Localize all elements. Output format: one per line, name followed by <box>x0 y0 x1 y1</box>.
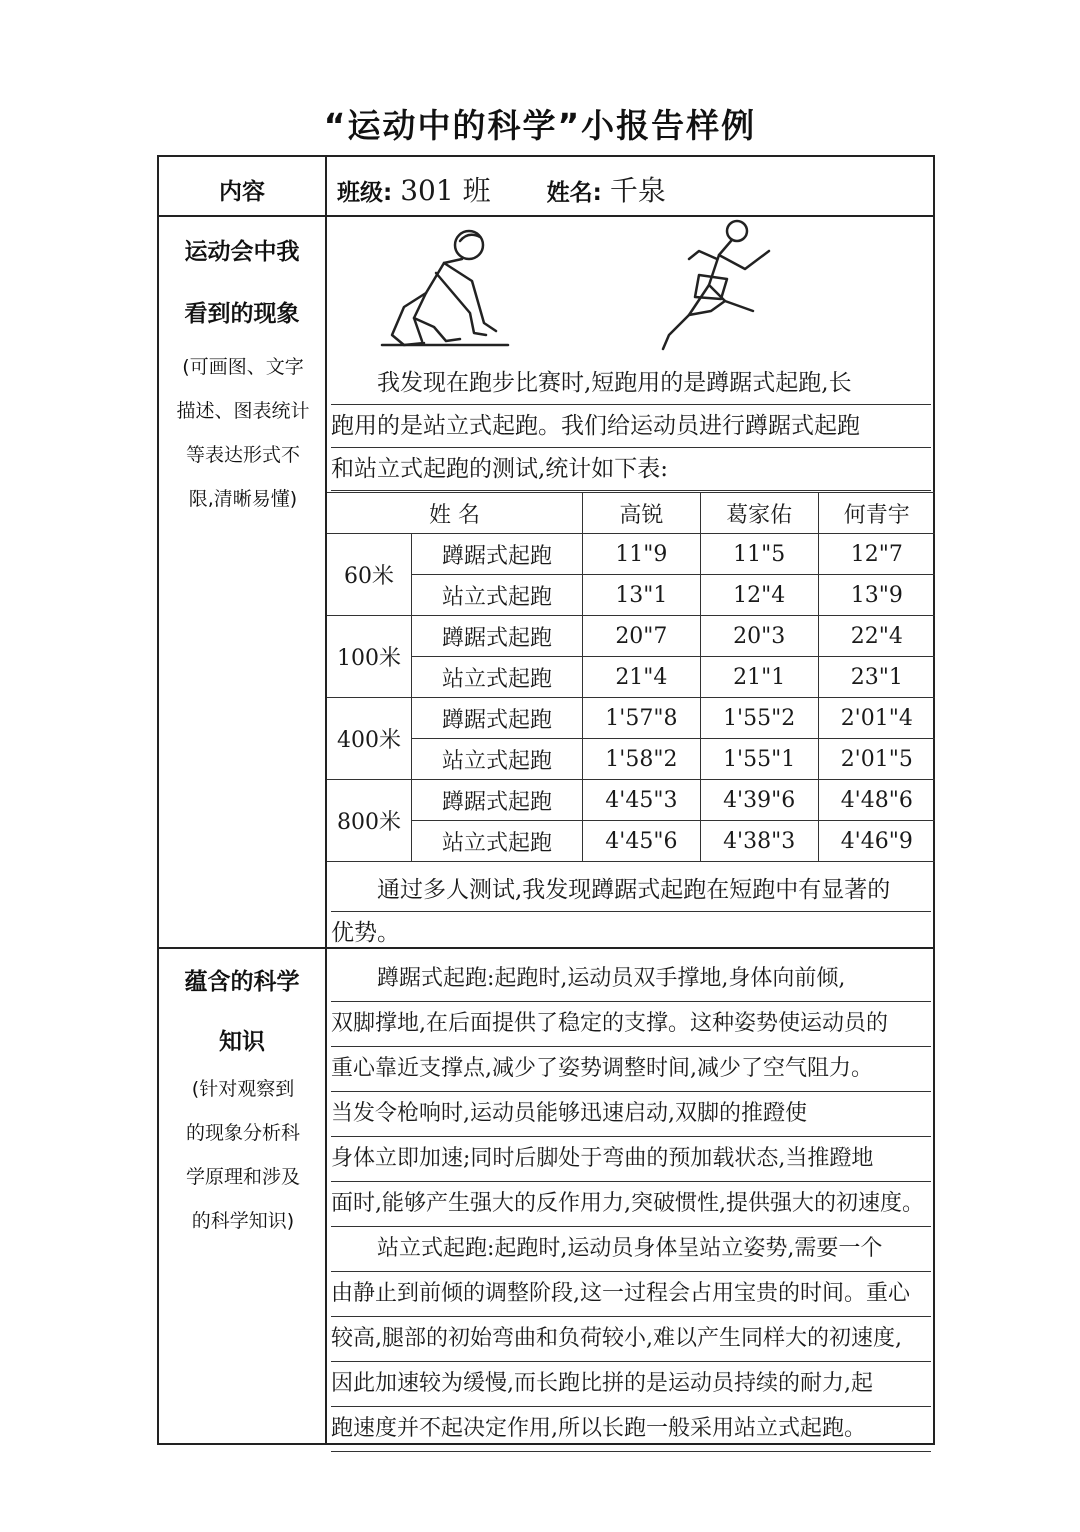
student-info <box>337 169 666 209</box>
section2-title-line1: 蕴含的科学 <box>184 969 300 995</box>
time-cell: 1'58"2 <box>583 739 701 780</box>
start-type-cell: 站立式起跑 <box>412 575 583 616</box>
table-row <box>327 616 935 657</box>
science-explanation: 蹲踞式起跑:起跑时,运动员双手撑地,身体向前倾, 双脚撑地,在后面提供了稳定的支撑。这种姿势使运动员的 重心靠近支撑点,减少了姿势调整时间,减少了空气阻力。 当发令枪响时,运动员能够迅速启动,双脚的推蹬使 身体立即加速;同时后脚处于弯曲的预加载状态,当推蹬地 面时,能够产生强大的反作用力,突破惯性,提供强大的初速度。 站立式起跑:起跑时,运动员身体呈站立姿势,需要一个 由静止到前倾的调整阶段,这一过程会占用宝贵的时间。重心 较高,腿部的初始弯曲和负荷较小,难以产生同样大的初速度, 因此加速较为缓慢,而长跑比拼的是运动员持续的耐力,起 跑速度并不起决定作用,所以长跑一般采用站立式起跑。 <box>331 957 931 1452</box>
time-cell: 22"4 <box>818 616 935 657</box>
class-label: 班级: <box>337 180 393 206</box>
section2-hint: (针对观察到 的现象分析科 学原理和涉及 的科学知识) <box>185 1078 300 1232</box>
time-cell: 4'46"9 <box>818 821 935 862</box>
table-row <box>327 698 935 739</box>
start-type-cell: 站立式起跑 <box>412 821 583 862</box>
time-cell: 21"1 <box>700 657 818 698</box>
time-cell: 13"9 <box>818 575 935 616</box>
table-header-row <box>327 493 935 534</box>
observation-conclusion: 通过多人测试,我发现蹲踞式起跑在短跑中有显著的 优势。 <box>331 869 931 954</box>
distance-cell: 100米 <box>327 616 412 698</box>
table-row <box>327 657 935 698</box>
time-cell: 21"4 <box>583 657 701 698</box>
distance-cell: 800米 <box>327 780 412 862</box>
time-cell: 11"9 <box>583 534 701 575</box>
time-cell: 2'01"4 <box>818 698 935 739</box>
time-cell: 4'45"3 <box>583 780 701 821</box>
name-header: 姓 名 <box>327 493 583 534</box>
time-cell: 20"7 <box>583 616 701 657</box>
time-cell: 13"1 <box>583 575 701 616</box>
table-row <box>327 575 935 616</box>
crouch-start-sketch <box>374 223 514 363</box>
table-row <box>327 821 935 862</box>
athlete-header: 高锐 <box>583 493 701 534</box>
row-divider <box>159 215 935 217</box>
content-column-header: 内容 <box>219 179 265 205</box>
name-label: 姓名: <box>546 180 602 206</box>
report-table <box>157 155 935 1445</box>
time-cell: 12"7 <box>818 534 935 575</box>
start-type-cell: 蹲踞式起跑 <box>412 534 583 575</box>
start-type-cell: 蹲踞式起跑 <box>412 698 583 739</box>
time-cell: 4'48"6 <box>818 780 935 821</box>
time-cell: 4'38"3 <box>700 821 818 862</box>
page-title: “运动中的科学”小报告样例 <box>323 106 757 145</box>
time-cell: 12"4 <box>700 575 818 616</box>
distance-cell: 60米 <box>327 534 412 616</box>
row-divider <box>159 947 935 949</box>
time-cell: 1'55"1 <box>700 739 818 780</box>
athlete-header: 何青宇 <box>818 493 935 534</box>
observation-intro: 我发现在跑步比赛时,短跑用的是蹲踞式起跑,长 跑用的是站立式起跑。我们给运动员进行蹲踞式起跑 和站立式起跑的测试,统计如下表: <box>331 362 931 491</box>
name-value: 千泉 <box>609 174 666 207</box>
section1-title-line1: 运动会中我 <box>184 239 300 265</box>
time-cell: 20"3 <box>700 616 818 657</box>
time-cell: 1'57"8 <box>583 698 701 739</box>
time-cell: 1'55"2 <box>700 698 818 739</box>
time-cell: 4'45"6 <box>583 821 701 862</box>
class-value: 301 班 <box>400 174 491 207</box>
section2-title-line2: 知识 <box>219 1029 265 1055</box>
start-type-cell: 站立式起跑 <box>412 657 583 698</box>
section1-hint: (可画图、文字 描述、图表统计 等表达形式不 限,清晰易懂) <box>176 356 310 510</box>
start-test-table <box>327 492 935 862</box>
start-type-cell: 蹲踞式起跑 <box>412 616 583 657</box>
running-sketch <box>649 215 789 363</box>
section1-title-line2: 看到的现象 <box>184 301 300 327</box>
time-cell: 4'39"6 <box>700 780 818 821</box>
table-row <box>327 780 935 821</box>
time-cell: 2'01"5 <box>818 739 935 780</box>
start-type-cell: 站立式起跑 <box>412 739 583 780</box>
start-type-cell: 蹲踞式起跑 <box>412 780 583 821</box>
distance-cell: 400米 <box>327 698 412 780</box>
athlete-header: 葛家佑 <box>700 493 818 534</box>
time-cell: 23"1 <box>818 657 935 698</box>
table-row <box>327 739 935 780</box>
table-row <box>327 534 935 575</box>
time-cell: 11"5 <box>700 534 818 575</box>
